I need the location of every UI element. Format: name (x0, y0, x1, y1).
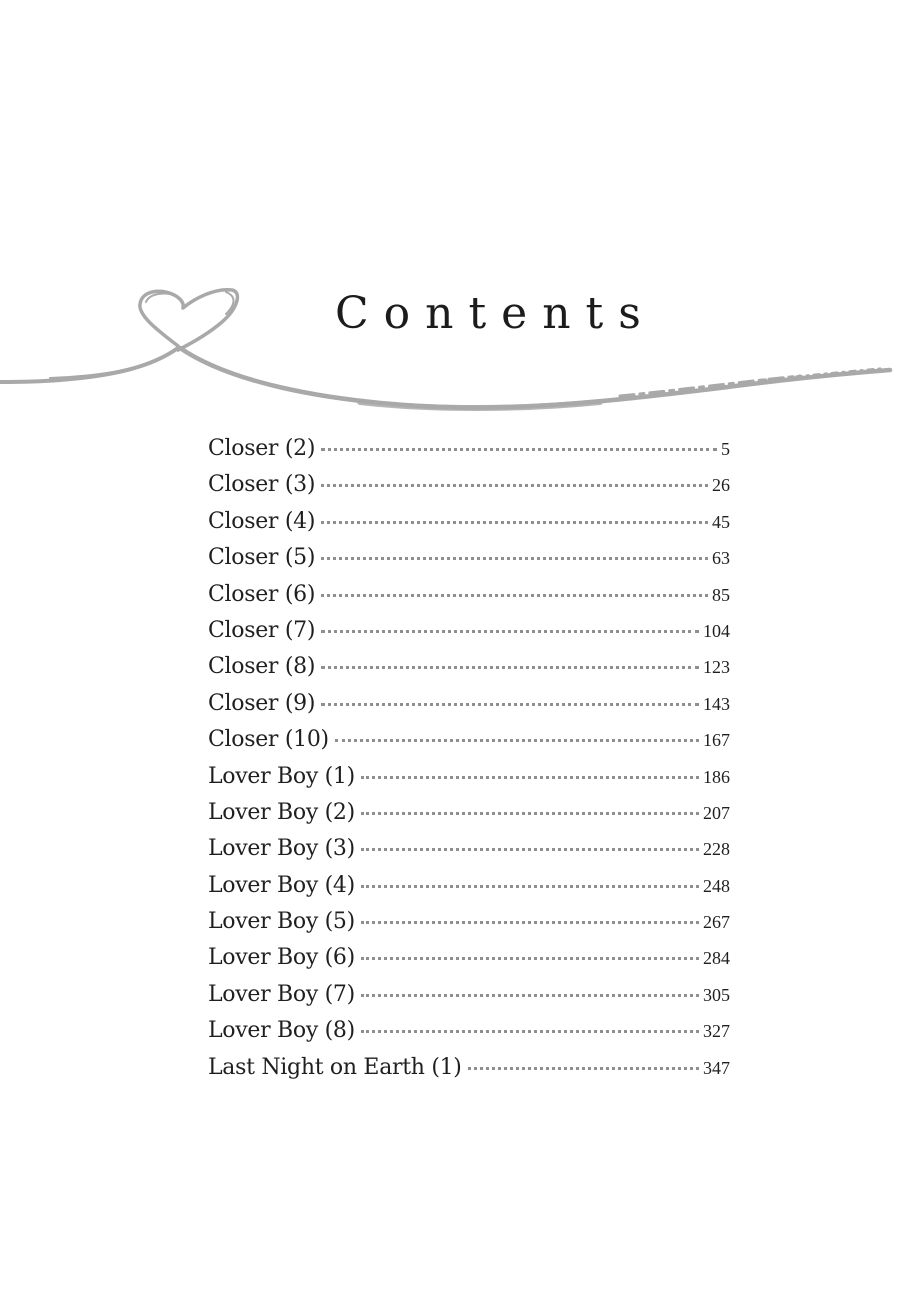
toc-entry-page-number: 104 (703, 620, 730, 641)
toc-entry[interactable] (208, 764, 730, 800)
toc-entry-title: Closer (10) (208, 727, 329, 753)
toc-entry[interactable] (208, 836, 730, 872)
toc-entry[interactable] (208, 545, 730, 581)
toc-entry-title: Closer (7) (208, 617, 316, 643)
dot-leader (321, 630, 699, 633)
dot-leader (321, 594, 708, 597)
toc-entry-title: Lover Boy (3) (208, 836, 355, 862)
dot-leader (321, 448, 717, 451)
toc-entry-page-number: 143 (703, 693, 730, 714)
toc-entry[interactable] (208, 873, 730, 909)
toc-entry-page-number: 305 (703, 984, 730, 1005)
toc-entry[interactable] (208, 472, 730, 508)
dot-leader (361, 957, 699, 960)
dot-leader (361, 885, 699, 888)
toc-entry-title: Closer (3) (208, 472, 316, 498)
table-of-contents (208, 436, 730, 1091)
toc-entry-title: Closer (6) (208, 581, 316, 607)
toc-entry[interactable] (208, 691, 730, 727)
dot-leader (361, 994, 699, 997)
toc-entry-page-number: 85 (712, 584, 730, 605)
dot-leader (361, 848, 699, 851)
toc-entry-title: Last Night on Earth (1) (208, 1054, 462, 1080)
toc-entry-page-number: 347 (703, 1057, 730, 1078)
toc-entry-page-number: 284 (703, 948, 730, 969)
toc-entry-page-number: 167 (703, 730, 730, 751)
toc-entry-page-number: 186 (703, 766, 730, 787)
dot-leader (361, 812, 699, 815)
toc-entry-title: Lover Boy (8) (208, 1018, 355, 1044)
toc-entry-title: Lover Boy (5) (208, 909, 355, 935)
toc-entry-page-number: 207 (703, 802, 730, 823)
toc-entry[interactable] (208, 800, 730, 836)
toc-entry-title: Lover Boy (2) (208, 799, 355, 825)
toc-entry[interactable] (208, 982, 730, 1018)
dot-leader (361, 921, 699, 924)
toc-entry-page-number: 5 (721, 439, 730, 459)
toc-entry[interactable] (208, 654, 730, 690)
toc-entry-title: Lover Boy (6) (208, 945, 355, 971)
dot-leader (361, 1030, 699, 1033)
toc-entry-page-number: 327 (703, 1021, 730, 1042)
toc-entry-title: Closer (2) (208, 436, 316, 461)
dot-leader (361, 776, 699, 779)
toc-entry[interactable] (208, 727, 730, 763)
dot-leader (321, 703, 699, 706)
toc-entry[interactable] (208, 618, 730, 654)
toc-entry-title: Closer (5) (208, 545, 316, 571)
dot-leader (321, 666, 699, 669)
dot-leader (321, 521, 708, 524)
toc-entry-page-number: 248 (703, 875, 730, 896)
toc-entry-page-number: 26 (712, 475, 730, 496)
toc-entry-title: Closer (9) (208, 690, 316, 716)
toc-entry[interactable] (208, 909, 730, 945)
dot-leader (335, 739, 699, 742)
toc-entry[interactable] (208, 945, 730, 981)
toc-entry[interactable] (208, 582, 730, 618)
toc-entry-title: Closer (4) (208, 508, 316, 534)
toc-entry-page-number: 267 (703, 912, 730, 933)
toc-entry-title: Closer (8) (208, 654, 316, 680)
toc-entry-page-number: 63 (712, 548, 730, 569)
dot-leader (321, 557, 708, 560)
toc-entry-title: Lover Boy (7) (208, 981, 355, 1007)
toc-entry[interactable] (208, 1018, 730, 1054)
toc-entry[interactable] (208, 509, 730, 545)
dot-leader (468, 1067, 699, 1070)
toc-entry[interactable] (208, 436, 730, 472)
toc-entry-title: Lover Boy (4) (208, 872, 355, 898)
toc-entry-page-number: 123 (703, 657, 730, 678)
toc-entry-page-number: 228 (703, 839, 730, 860)
dot-leader (321, 484, 708, 487)
toc-entry-page-number: 45 (712, 511, 730, 532)
page-title: Contents (335, 288, 656, 339)
toc-entry[interactable] (208, 1055, 730, 1091)
toc-entry-title: Lover Boy (1) (208, 763, 355, 789)
